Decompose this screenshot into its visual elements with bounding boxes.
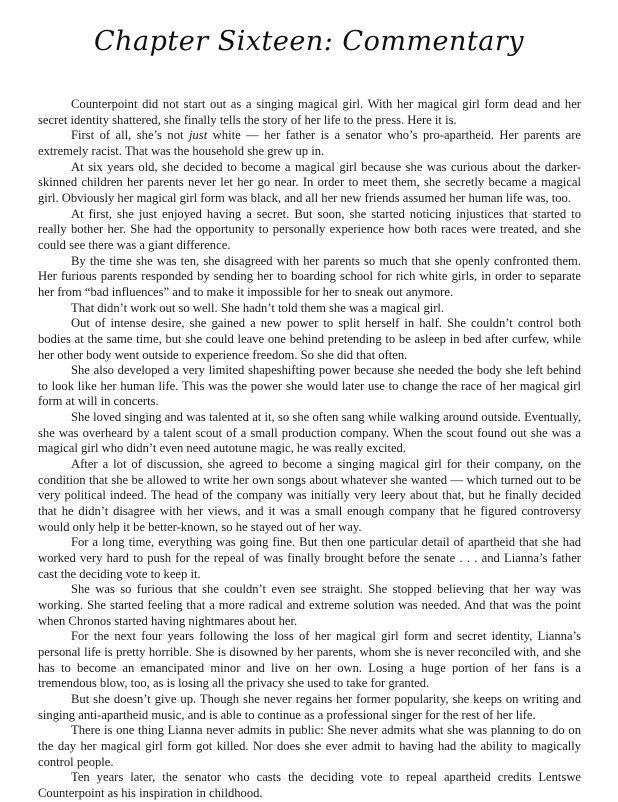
paragraph: For the next four years following the loss of her magical girl form and secret identity, Lianna’s personal life is pretty horrible. She is disowned by her parents, whom she is never reconciled with, and she has to become an emancipated minor and live on her own. Losing a huge portion of her fans is a tremendous blow, too, as is losing all the privacy she used to take for granted. (38, 629, 581, 691)
paragraph: Ten years later, the senator who casts the deciding vote to repeal apartheid credits Lentswe Counterpoint as his inspiration in childhood. (38, 770, 581, 800)
paragraph: She was so furious that she couldn’t even see straight. She stopped believing that her way was working. She started feeling that a more radical and extreme solution was needed. And that was the point when Chronos started having nightmares about her. (38, 582, 581, 628)
paragraph: There is one thing Lianna never admits in public: She never admits what she was planning to do on the day her magical girl form got killed. Nor does she ever admit to having had the ability to magically control people. (38, 723, 581, 769)
paragraph: That didn’t work out so well. She hadn’t told them she was a magical girl. (71, 300, 445, 315)
paragraph: But she doesn’t give up. Though she never regains her former popularity, she keeps on writing and singing anti-apartheid music, and is able to continue as a professional singer for the rest of her life. (38, 691, 581, 722)
chapter-body (38, 97, 581, 802)
paragraph: At six years old, she decided to become a magical girl because she was curious about the darker-skinned children her parents never let her go near. In order to meet them, she secretly became a magical girl. Obviously her magical girl form was black, and all her new friends assumed her human life was, too. (38, 159, 581, 205)
paragraph: She also developed a very limited shapeshifting power because she needed the body she left behind to look like her human life. This was the power she would later use to change the race of her magical girl form at will in concerts. (38, 363, 581, 409)
emphasis-just: just (189, 128, 208, 143)
paragraph: By the time she was ten, she disagreed with her parents so much that she openly confronted them. Her furious parents responded by sending her to boarding school for rich white girls, in order to separate her from “bad influences” and to make it impossible for her to sneak out anymore. (38, 253, 581, 299)
paragraph: At first, she just enjoyed having a secret. But soon, she started noticing injustices that started to really bother her. She had the opportunity to personally experience how both races were treated, and she could see there was a giant difference. (38, 206, 581, 252)
paragraph: For a long time, everything was going fine. But then one particular detail of apartheid that she had worked very hard to push for the repeal of was finally brought before the senate . . . and Lianna’s father cast the deciding vote to keep it. (38, 535, 581, 581)
chapter-title: Chapter Sixteen: Commentary (93, 26, 525, 57)
paragraph: She loved singing and was talented at it, so she often sang while walking around outside. Eventually, she was overheard by a talent scout of a small production company. When the scout found out she was a magical girl who didn’t even need autotune magic, he was really excited. (38, 410, 581, 456)
paragraph: Counterpoint did not start out as a singing magical girl. With her magical girl form dead and her secret identity shattered, she finally tells the story of her life to the press. Here it is. (38, 97, 581, 127)
paragraph: After a lot of discussion, she agreed to become a singing magical girl for their company, on the condition that she be allowed to write her own songs about whatever she wanted — which turned out to be very political indeed. The head of the company was initially very leery about that, but he finally decided that he didn’t disagree with her views, and it was a small enough company that he figured controversy would only help it be better-known, so he stayed out of her way. (38, 457, 581, 534)
paragraph: Out of intense desire, she gained a new power to split herself in half. She couldn’t control both bodies at the same time, but she could leave one behind pretending to be asleep in bed after curfew, while her other body went outside to experience freedom. So she did that often. (38, 316, 581, 362)
paragraph: First of all, she’s not just white — her father is a senator who’s pro-apartheid. Her parents are extremely racist. That was the household she grew up in. (38, 128, 581, 158)
